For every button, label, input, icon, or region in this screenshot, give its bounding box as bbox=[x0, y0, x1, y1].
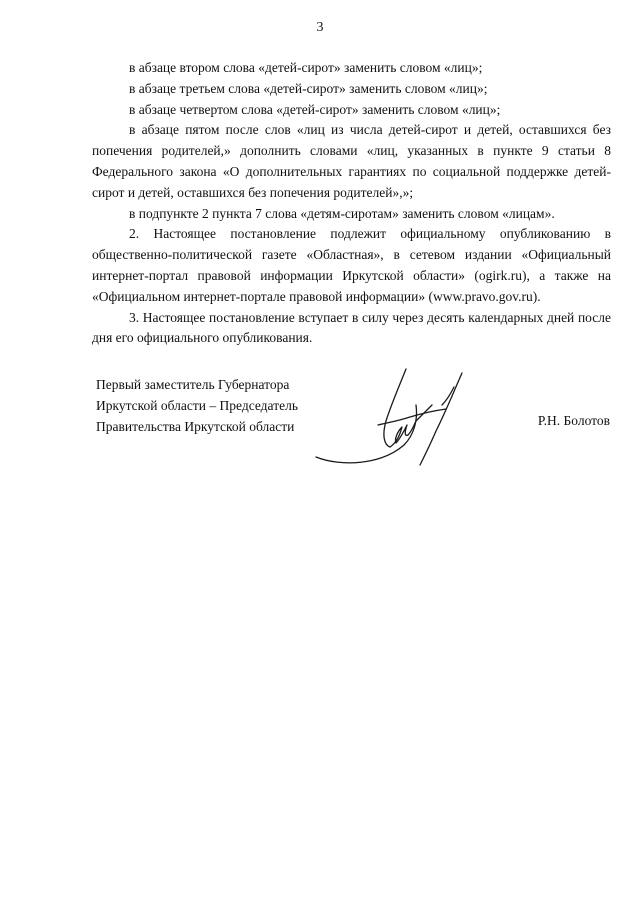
paragraph-publication: 2. Настоящее постановление подлежит официальному опубликованию в общественно-политической газете «Областная», в сетевом издании «Официальный интернет-портал правовой информации Иркутской области» (ogirk.ru), а также на «Официальном интернет-портале правовой информации» (www.pravo.gov.ru). bbox=[92, 226, 611, 304]
paragraph-2: в абзаце третьем слова «детей-сирот» заменить словом «лиц»; bbox=[129, 80, 488, 96]
signer-title-line: Иркутской области – Председатель bbox=[96, 397, 298, 413]
signature-block bbox=[96, 375, 616, 475]
paragraph-entry-into-force: 3. Настоящее постановление вступает в силу через десять календарных дней после дня его официального опубликования. bbox=[92, 309, 611, 346]
signer-title bbox=[96, 375, 298, 437]
signer-title-line: Первый заместитель Губернатора bbox=[96, 377, 290, 392]
handwritten-signature bbox=[286, 365, 476, 475]
signer-title-line: Правительства Иркутской области bbox=[96, 418, 295, 434]
document-body bbox=[92, 58, 611, 349]
paragraph-5: в подпункте 2 пункта 7 слова «детям-сиротам» заменить словом «лицам». bbox=[129, 205, 555, 221]
page-number: 3 bbox=[316, 20, 324, 35]
paragraph-3: в абзаце четвертом слова «детей-сирот» заменить словом «лиц»; bbox=[129, 101, 501, 117]
paragraph-1: в абзаце втором слова «детей-сирот» заменить словом «лиц»; bbox=[129, 60, 483, 75]
signer-name: Р.Н. Болотов bbox=[537, 413, 610, 428]
paragraph-4: в абзаце пятом после слов «лиц из числа детей-сирот и детей, оставшихся без попечения родителей,» дополнить словами «лиц, указанных в пункте 9 статьи 8 Федерального закона «О дополнительных гарантиях по социальной поддержке детей-сирот и детей, оставшихся без попечения родителей»,»; bbox=[92, 122, 611, 200]
